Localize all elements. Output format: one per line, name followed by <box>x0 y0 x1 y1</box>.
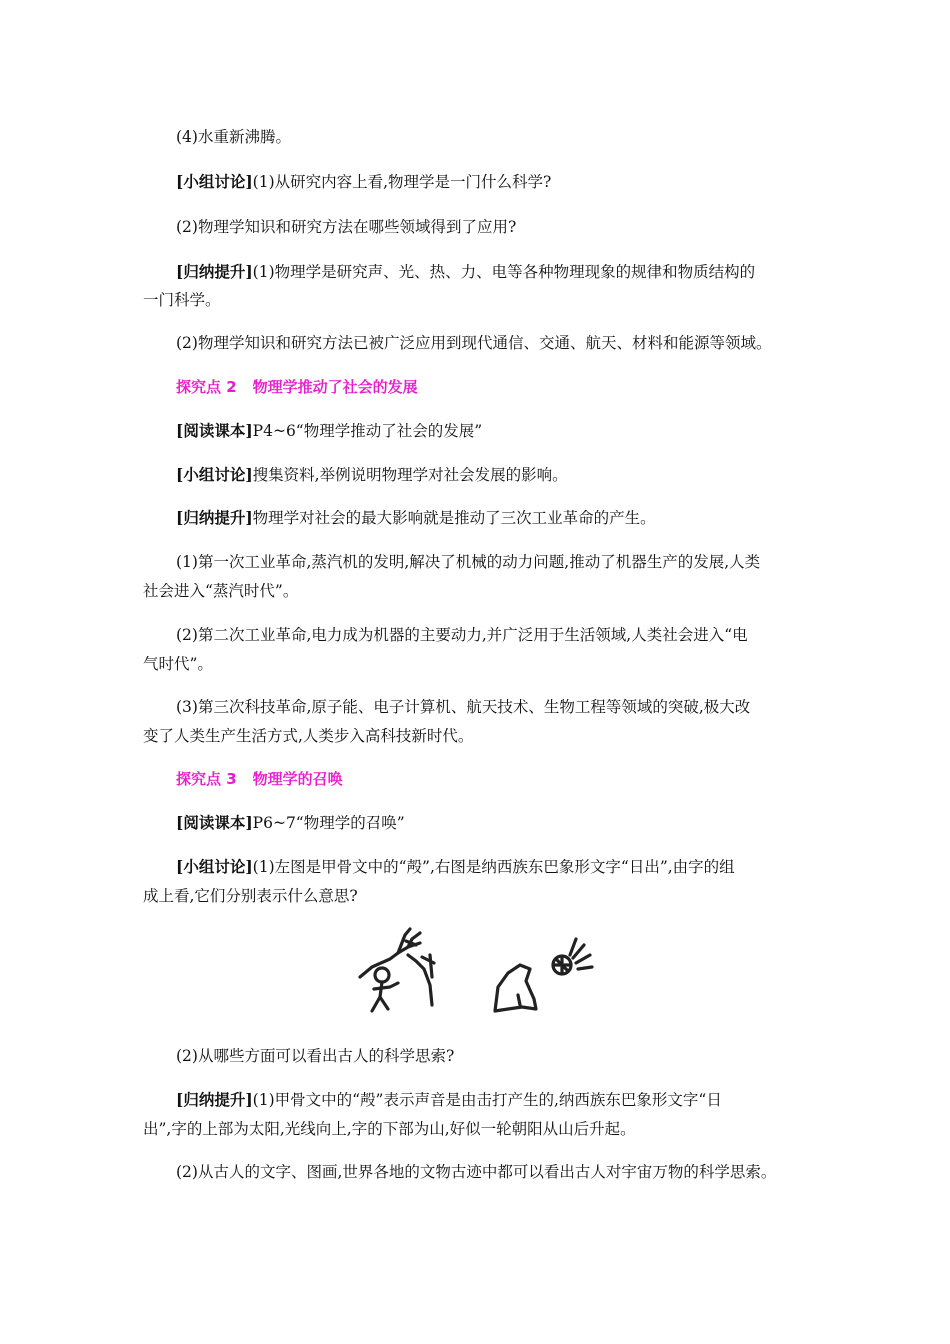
paragraph-water-boiling <box>143 122 856 152</box>
paragraph-second-revolution <box>143 620 856 650</box>
label-group-discussion: [小组讨论] <box>176 172 253 191</box>
label-group-discussion: [小组讨论] <box>176 465 253 484</box>
paragraph-second-revolution-cont <box>143 649 823 679</box>
paragraph-text: 一门科学。 <box>143 291 221 309</box>
paragraph-summary-3 <box>143 1085 856 1115</box>
paragraph-group-discussion-3 <box>143 852 856 882</box>
paragraph-first-revolution-cont <box>143 576 823 606</box>
paragraph-text: 出”,字的上部为太阳,光线向上,字的下部为山,好似一轮朝阳从山后升起。 <box>143 1120 636 1138</box>
paragraph-text: 搜集资料,举例说明物理学对社会发展的影响。 <box>252 466 568 484</box>
paragraph-text: 气时代”。 <box>143 655 213 673</box>
paragraph-text: (2)第二次工业革命,电力成为机器的主要动力,并广泛用于生活领域,人类社会进入“电 <box>176 626 748 644</box>
paragraph-text: (4)水重新沸腾。 <box>176 128 291 146</box>
section-number: 探究点 2 <box>176 378 237 396</box>
paragraph-summary-3-cont <box>143 1114 823 1144</box>
paragraph-third-revolution-cont <box>143 721 823 751</box>
paragraph-question-2 <box>143 212 856 242</box>
paragraph-summary-1-cont <box>143 285 823 315</box>
paragraph-reading-2 <box>143 808 856 838</box>
section-number: 探究点 3 <box>176 770 237 788</box>
paragraph-reading-1 <box>143 416 856 446</box>
section-title: 物理学推动了社会的发展 <box>252 378 418 396</box>
paragraph-first-revolution <box>143 547 856 577</box>
paragraph-text: 社会进入“蒸汽时代”。 <box>143 582 299 600</box>
paragraph-text: (1)左图是甲骨文中的“殸”,右图是纳西族东巴象形文字“日出”,由字的组 <box>252 858 735 876</box>
paragraph-text: P6~7“物理学的召唤” <box>252 814 405 832</box>
label-group-discussion: [小组讨论] <box>176 857 253 876</box>
section-title: 物理学的召唤 <box>252 770 343 788</box>
paragraph-text: P4~6“物理学推动了社会的发展” <box>252 422 483 440</box>
paragraph-text: 成上看,它们分别表示什么意思? <box>143 887 358 905</box>
label-summary: [归纳提升] <box>176 508 253 527</box>
paragraph-text: (2)从古人的文字、图画,世界各地的文物古迹中都可以看出古人对宇宙万物的科学思索。 <box>176 1163 777 1181</box>
paragraph-text: (1)从研究内容上看,物理学是一门什么科学? <box>252 173 552 191</box>
paragraph-applications <box>143 328 856 358</box>
paragraph-text: (2)从哪些方面可以看出古人的科学思索? <box>176 1047 455 1065</box>
label-summary: [归纳提升] <box>176 262 253 281</box>
paragraph-question-ancient-thought <box>143 1041 856 1071</box>
label-summary: [归纳提升] <box>176 1090 253 1109</box>
paragraph-group-discussion-3-cont <box>143 881 823 911</box>
paragraph-text: 变了人类生产生活方式,人类步入高科技新时代。 <box>143 727 474 745</box>
label-reading: [阅读课本] <box>176 813 253 832</box>
paragraph-text: (1)物理学是研究声、光、热、力、电等各种物理现象的规律和物质结构的 <box>252 263 756 281</box>
paragraph-text: (3)第三次科技革命,原子能、电子计算机、航天技术、生物工程等领域的突破,极大改 <box>176 698 751 716</box>
section-heading-3 <box>143 764 856 794</box>
paragraph-text: (2)物理学知识和研究方法已被广泛应用到现代通信、交通、航天、材料和能源等领域。 <box>176 334 772 352</box>
paragraph-summary-2 <box>143 503 856 533</box>
paragraph-ancient-thought <box>143 1157 856 1187</box>
paragraph-text: (2)物理学知识和研究方法在哪些领域得到了应用? <box>176 218 517 236</box>
paragraph-text: 物理学对社会的最大影响就是推动了三次工业革命的产生。 <box>252 509 656 527</box>
ancient-characters-figure <box>350 925 600 1020</box>
paragraph-summary-1 <box>143 257 856 287</box>
paragraph-third-revolution <box>143 692 856 722</box>
label-reading: [阅读课本] <box>176 421 253 440</box>
paragraph-group-discussion-2 <box>143 460 856 490</box>
paragraph-group-discussion-1 <box>143 167 856 197</box>
paragraph-text: (1)甲骨文中的“殸”表示声音是由击打产生的,纳西族东巴象形文字“日 <box>252 1091 722 1109</box>
section-heading-2 <box>143 372 856 402</box>
dongba-sunrise-character-image <box>495 939 592 1011</box>
oracle-bone-character-image <box>360 929 434 1011</box>
paragraph-text: (1)第一次工业革命,蒸汽机的发明,解决了机械的动力问题,推动了机器生产的发展,人类 <box>176 553 761 571</box>
